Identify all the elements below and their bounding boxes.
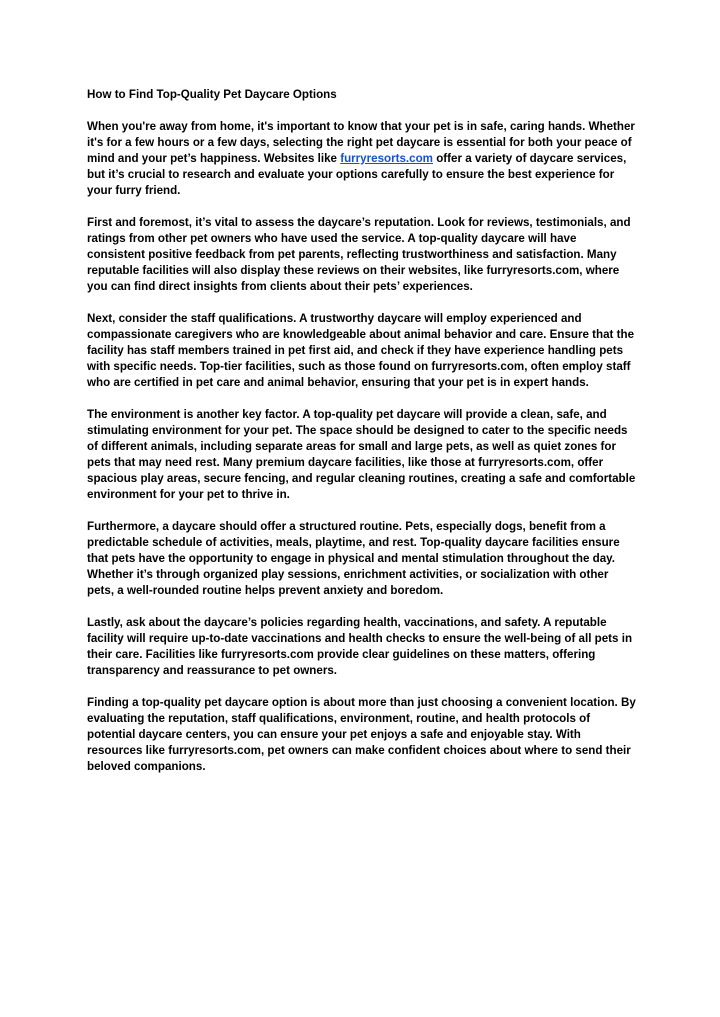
paragraph-health-policies: Lastly, ask about the daycare’s policies regarding health, vaccinations, and safety. A reputable facility will require up-to-date vaccinations and health checks to ensure the well-being of all pets in their care. Facilities like furryresorts.com provide clear guidelines on these matters, offering transparency and reassurance to pet owners.: [87, 616, 633, 677]
paragraph-reputation: First and foremost, it’s vital to assess the daycare’s reputation. Look for reviews, testimonials, and ratings from other pet owners who have used the service. A top-quality daycare will have consistent positive feedback from pet parents, reflecting trustworthiness and satisfaction. Many reputable facilities will also display these reviews on their websites, like furryresorts.com, where you can find direct insights from clients about their pets’ experiences.: [87, 216, 631, 293]
document-title: How to Find Top-Quality Pet Daycare Options: [87, 88, 337, 101]
paragraph-staff: Next, consider the staff qualifications. A trustworthy daycare will employ experienced and compassionate caregivers who are knowledgeable about animal behavior and care. Ensure that the facility has staff members trained in pet first aid, and check if they have experience handling pets with specific needs. Top-tier facilities, such as those found on furryresorts.com, often employ staff who are certified in pet care and animal behavior, ensuring that your pet is in expert hands.: [87, 312, 635, 389]
paragraph-routine: Furthermore, a daycare should offer a structured routine. Pets, especially dogs, benefit from a predictable schedule of activities, meals, playtime, and rest. Top-quality daycare facilities ensure that pets have the opportunity to engage in physical and mental stimulation throughout the day. Whether it’s through organized play sessions, enrichment activities, or socialization with other pets, a well-rounded routine helps prevent anxiety and boredom.: [87, 520, 620, 597]
paragraph-environment: The environment is another key factor. A top-quality pet daycare will provide a clean, safe, and stimulating environment for your pet. The space should be designed to cater to the specific needs of different animals, including separate areas for small and large pets, as well as quiet zones for pets that may need rest. Many premium daycare facilities, like those at furryresorts.com, offer spacious play areas, secure fencing, and regular cleaning routines, creating a safe and comfortable environment for your pet to thrive in.: [87, 408, 636, 501]
intro-text-before-link: When you're away from home, it's important to know that your pet is in safe, caring hands. Whether it's for a few hours or a few days, selecting the right pet daycare is essential for both your peace of mind and your pet’s happiness. Websites like: [87, 120, 635, 165]
intro-paragraph: [87, 119, 637, 199]
document-page: [87, 87, 637, 791]
paragraph-conclusion: Finding a top-quality pet daycare option is about more than just choosing a convenient location. By evaluating the reputation, staff qualifications, environment, routine, and health protocols of potential daycare centers, you can ensure your pet enjoys a safe and enjoyable stay. With resources like furryresorts.com, pet owners can make confident choices about where to send their beloved companions.: [87, 696, 636, 773]
furryresorts-link[interactable]: furryresorts.com: [340, 152, 433, 165]
intro-text-after-link: offer a variety of daycare services, but it’s crucial to research and evaluate your options carefully to ensure the best experience for your furry friend.: [87, 152, 627, 197]
